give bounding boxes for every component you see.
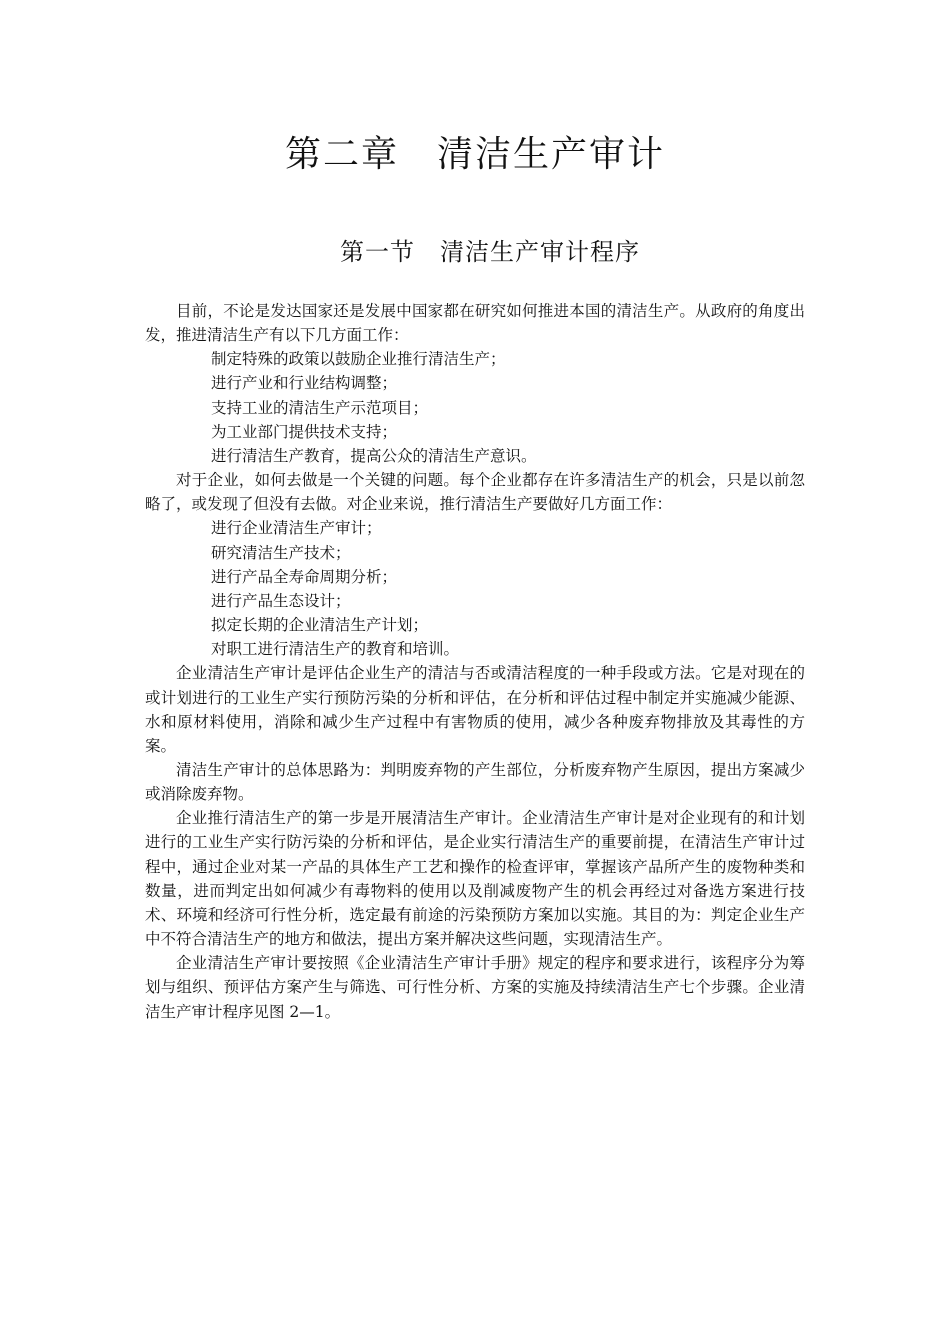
list-item: 制定特殊的政策以鼓励企业推行清洁生产； <box>211 350 506 369</box>
list-item: 研究清洁生产技术； <box>211 543 351 562</box>
government-measures-list <box>145 347 805 468</box>
list-item: 进行企业清洁生产审计； <box>211 519 382 538</box>
list-item: 为工业部门提供技术支持； <box>211 422 398 441</box>
paragraph-enterprise: 对于企业，如何去做是一个关键的问题。每个企业都存在许多清洁生产的机会，只是以前忽略了，或发现了但没有去做。对企业来说，推行清洁生产要做好几方面工作： <box>145 471 805 514</box>
section-title: 第一节 清洁生产审计程序 <box>340 238 640 266</box>
paragraph-intro: 目前，不论是发达国家还是发展中国家都在研究如何推进本国的清洁生产。从政府的角度出发，推进清洁生产有以下几方面工作： <box>145 302 805 345</box>
list-item: 拟定长期的企业清洁生产计划； <box>211 616 429 635</box>
list-item: 支持工业的清洁生产示范项目； <box>211 398 429 417</box>
enterprise-measures-list <box>145 516 805 661</box>
list-item: 进行清洁生产教育，提高公众的清洁生产意识。 <box>211 446 537 465</box>
paragraph-first-step: 企业推行清洁生产的第一步是开展清洁生产审计。企业清洁生产审计是对企业现有的和计划进行的工业生产实行防污染的分析和评估，是企业实行清洁生产的重要前提，在清洁生产审计过程中，通过企业对某一产品的具体生产工艺和操作的检查评审，掌握该产品所产生的废物种类和数量，进而判定出如何减少有毒物料的使用以及削减废物产生的机会再经过对备选方案进行技术、环境和经济可行性分析，选定最有前途的污染预防方案加以实施。其目的为：判定企业生产中不符合清洁生产的地方和做法，提出方案并解决这些问题，实现清洁生产。 <box>145 809 805 949</box>
list-item: 进行产业和行业结构调整； <box>211 374 398 393</box>
paragraph-procedure: 企业清洁生产审计要按照《企业清洁生产审计手册》规定的程序和要求进行，该程序分为筹划与组织、预评估方案产生与筛选、可行性分析、方案的实施及持续清洁生产七个步骤。企业清洁生产审计程序见图 2—1。 <box>145 954 805 1021</box>
list-item: 进行产品生态设计； <box>211 591 351 610</box>
paragraph-audit-approach: 清洁生产审计的总体思路为：判明废弃物的产生部位，分析废弃物产生原因，提出方案减少或消除废弃物。 <box>145 760 805 804</box>
chapter-title: 第二章 清洁生产审计 <box>284 134 665 175</box>
list-item: 对职工进行清洁生产的教育和培训。 <box>211 640 460 659</box>
body-text <box>145 299 805 1024</box>
paragraph-audit-definition: 企业清洁生产审计是评估企业生产的清洁与否或清洁程度的一种手段或方法。它是对现在的或计划进行的工业生产实行预防污染的分析和评估，在分析和评估过程中制定并实施减少能源、水和原材料使用，消除和减少生产过程中有害物质的使用，减少各种废弃物排放及其毒性的方案。 <box>145 664 805 755</box>
list-item: 进行产品全寿命周期分析； <box>211 567 398 586</box>
